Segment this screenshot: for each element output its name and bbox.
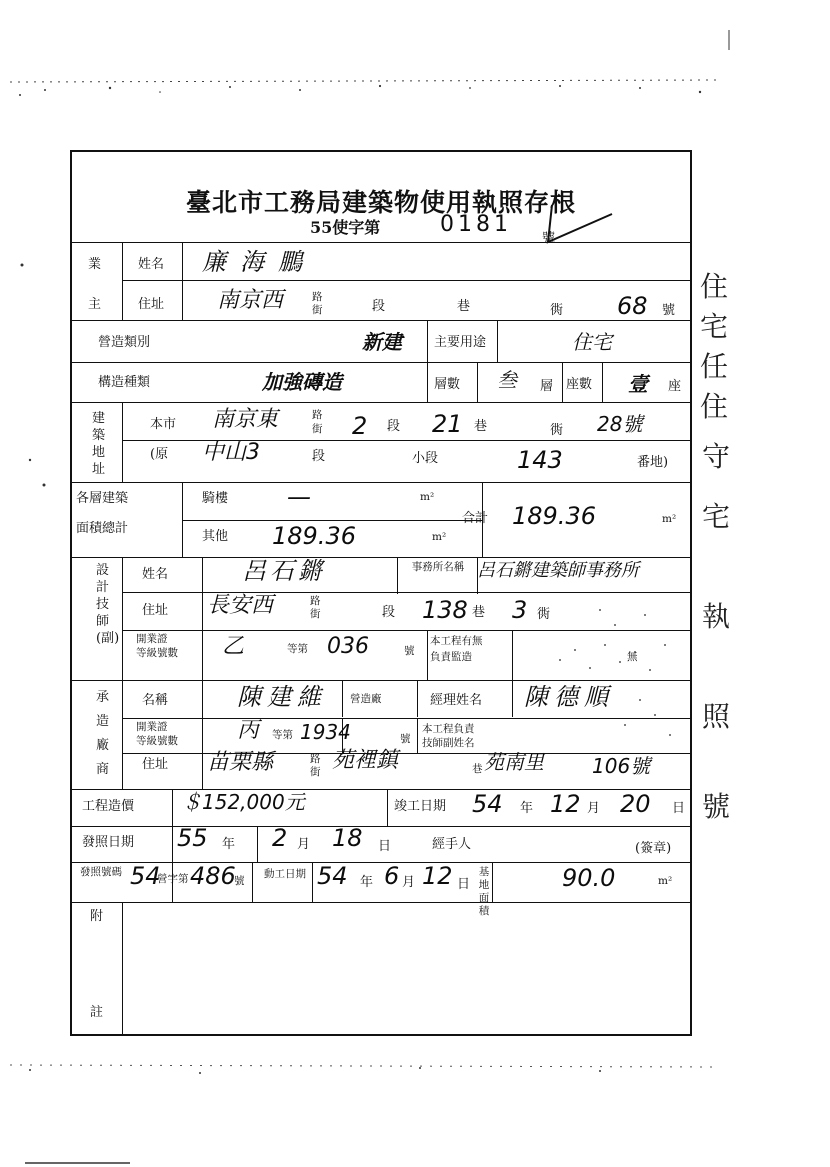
construction-type-label: 營造類別	[98, 335, 151, 350]
site-section-label: 段	[387, 419, 401, 434]
site-subsection-label: 小段	[412, 451, 439, 466]
owner-group-label-1: 業	[88, 257, 102, 272]
designer-alley-value: 3	[512, 596, 528, 624]
owner-name-value: 廉海鵬	[202, 248, 316, 276]
designer-street-label: 街	[310, 608, 321, 620]
owner-house-no-label: 號	[662, 303, 676, 318]
start-day: 12	[422, 862, 453, 890]
site-street-label: 街	[312, 423, 323, 435]
contractor-town-value: 苑裡鎮	[332, 748, 399, 773]
site-district-value: 中山3	[202, 440, 260, 465]
contractor-license-label-1: 開業證	[136, 721, 168, 733]
blocks-value: 壹	[628, 372, 648, 396]
cost-value: ＄152,000元	[182, 790, 305, 814]
designer-section-label: 段	[382, 605, 396, 620]
owner-alley-label: 衖	[550, 303, 564, 318]
contractor-manager-value: 陳德順	[524, 683, 614, 711]
contractor-road-label: 路	[310, 753, 321, 765]
other-area-value: 189.36	[272, 522, 356, 550]
margin-note-1: 住	[700, 270, 729, 303]
seal-label: (簽章)	[635, 841, 672, 856]
contractor-name-label: 名稱	[142, 693, 169, 708]
floors-label: 層數	[434, 377, 461, 392]
owner-house-no: 68	[617, 292, 648, 320]
site-house-no: 28號	[597, 412, 643, 436]
designer-road-label: 路	[310, 595, 321, 607]
floors-unit: 層	[540, 379, 554, 394]
main-use-label: 主要用途	[434, 335, 487, 350]
total-area-label: 合計	[462, 511, 489, 526]
structure-type-label: 構造種類	[98, 375, 151, 390]
contractor-address-value: 苗栗縣	[207, 750, 274, 775]
base-area-value: 90.0	[562, 864, 616, 892]
contractor-firm-label: 營造廠	[350, 693, 382, 705]
permit-card	[70, 150, 692, 1036]
base-area-unit: m²	[658, 875, 673, 887]
margin-note-5: 守	[702, 440, 731, 473]
start-year: 54	[317, 862, 348, 890]
total-area-value: 189.36	[512, 502, 596, 530]
margin-note-8: 照	[702, 700, 731, 733]
contractor-license-grade: 丙	[237, 718, 260, 743]
issue-no-suffix: 號	[234, 875, 245, 887]
designer-address-value: 長安西	[207, 593, 274, 618]
margin-note-9: 號	[702, 790, 731, 823]
total-area-unit: m²	[662, 513, 677, 525]
designer-license-label-1: 開業證	[136, 633, 168, 645]
owner-address-label: 住址	[138, 297, 165, 312]
issue-day-label: 日	[378, 839, 392, 854]
handler-label: 經手人	[432, 837, 472, 852]
issue-month: 2	[272, 824, 288, 852]
designer-name-label: 姓名	[142, 567, 169, 582]
designer-license-no: 036	[327, 634, 369, 659]
designer-license-suffix: 號	[404, 645, 415, 657]
contractor-lane-value: 苑南里	[484, 750, 544, 774]
contractor-license-mid: 等第	[272, 729, 293, 741]
completion-label: 竣工日期	[394, 799, 447, 814]
contractor-lane-label: 巷	[472, 763, 483, 775]
issue-day: 18	[332, 824, 363, 852]
site-road-label: 路	[312, 409, 323, 421]
main-use-value: 住宅	[572, 330, 612, 354]
start-day-label: 日	[457, 877, 471, 892]
designer-group-label: 設計技師(副)	[96, 563, 120, 646]
designer-lane-value: 138	[422, 596, 468, 624]
owner-section-label: 段	[372, 299, 386, 314]
completion-year: 54	[472, 790, 503, 818]
owner-lane-label: 巷	[457, 299, 471, 314]
contractor-street-label: 街	[310, 766, 321, 778]
supervision-label-1: 本工程有無	[430, 635, 483, 647]
completion-year-label: 年	[520, 801, 534, 816]
start-label: 動工日期	[264, 868, 306, 880]
permit-prefix: 55使字第	[310, 218, 381, 237]
issue-date-label: 發照日期	[82, 835, 135, 850]
designer-alley-label: 衖	[537, 607, 551, 622]
owner-group-label-2: 主	[88, 297, 102, 312]
permit-number: 0181	[440, 212, 512, 237]
issue-no-num: 486	[190, 862, 236, 890]
document-title: 臺北市工務局建築物使用執照存根	[185, 188, 576, 217]
base-area-label: 基地面積	[478, 866, 490, 917]
site-lot-value: 143	[517, 446, 563, 474]
arcade-unit: m²	[420, 491, 435, 503]
supervision-value: 無	[627, 651, 638, 663]
contractor-license-label-2: 等級號數	[136, 735, 178, 747]
designer-name-value: 呂石鏘	[242, 557, 326, 585]
issue-year-label: 年	[222, 837, 236, 852]
site-lane-label: 巷	[474, 419, 488, 434]
designer-license-label-2: 等級號數	[136, 647, 178, 659]
contractor-license-suffix: 號	[400, 733, 411, 745]
arcade-value: —	[287, 483, 311, 511]
issue-no-value: 54	[130, 862, 161, 890]
margin-note-7: 執	[702, 600, 731, 633]
margin-note-4: 住	[700, 390, 729, 423]
owner-street-label: 街	[312, 304, 323, 316]
owner-road-label: 路	[312, 291, 323, 303]
issue-no-mid: 營字第	[157, 873, 189, 885]
completion-month: 12	[550, 790, 581, 818]
designer-office-value: 呂石鏘建築師事務所	[477, 560, 639, 581]
contractor-license-no: 1934	[300, 720, 351, 744]
completion-month-label: 月	[587, 801, 601, 816]
designer-license-mid: 等第	[287, 643, 308, 655]
area-group-label-1: 各層建築	[76, 491, 129, 506]
area-group-label-2: 面積總計	[76, 521, 129, 536]
completion-day: 20	[620, 790, 651, 818]
site-lot-label: 番地)	[637, 455, 669, 470]
contractor-manager-label: 經理姓名	[430, 693, 483, 708]
designer-address-label: 住址	[142, 603, 169, 618]
start-month: 6	[384, 862, 400, 890]
blocks-unit: 座	[668, 379, 682, 394]
arcade-label: 騎樓	[202, 491, 229, 506]
contractor-tech-label-2: 技師副姓名	[422, 737, 475, 749]
issue-month-label: 月	[297, 837, 311, 852]
remarks-label-2: 註	[90, 1005, 104, 1020]
site-city-label: 本市	[150, 417, 177, 432]
contractor-group-label: 承造廠商	[96, 690, 110, 777]
start-month-label: 月	[402, 875, 416, 890]
designer-license-grade: 乙	[222, 634, 245, 659]
margin-note-6: 宅	[702, 500, 731, 533]
site-lane-value: 21	[432, 410, 463, 438]
issue-year: 55	[177, 824, 208, 852]
floors-value: 叁	[497, 368, 517, 392]
site-section-value: 2	[352, 412, 368, 440]
completion-day-label: 日	[672, 801, 686, 816]
cost-label: 工程造價	[82, 799, 135, 814]
owner-address-value: 南京西	[217, 288, 284, 313]
other-area-label: 其他	[202, 529, 229, 544]
contractor-tech-label-1: 本工程負責	[422, 723, 475, 735]
contractor-name-value: 陳建維	[237, 683, 327, 711]
owner-name-label: 姓名	[138, 257, 165, 272]
designer-lane-label: 巷	[472, 605, 486, 620]
remarks-label-1: 附	[90, 909, 104, 924]
construction-type-value: 新建	[362, 330, 402, 354]
site-district-label: 段	[312, 449, 326, 464]
issue-no-label: 發照號碼	[80, 866, 122, 878]
blocks-label: 座數	[566, 377, 593, 392]
site-original-label: (原	[150, 447, 169, 462]
supervision-label-2: 負責監造	[430, 651, 472, 663]
site-alley-label: 衖	[550, 423, 564, 438]
margin-note-2: 宅	[700, 310, 729, 343]
contractor-address-label: 住址	[142, 757, 169, 772]
margin-note-3: 任	[700, 350, 729, 383]
designer-office-label: 事務所名稱	[411, 561, 465, 573]
site-group-label: 建築地址	[92, 411, 106, 477]
other-area-unit: m²	[432, 531, 447, 543]
permit-suffix: 號	[542, 231, 556, 246]
site-road-value: 南京東	[212, 407, 279, 432]
structure-type-value: 加強磚造	[262, 370, 342, 394]
start-year-label: 年	[360, 875, 374, 890]
contractor-house-no: 106號	[592, 754, 651, 778]
